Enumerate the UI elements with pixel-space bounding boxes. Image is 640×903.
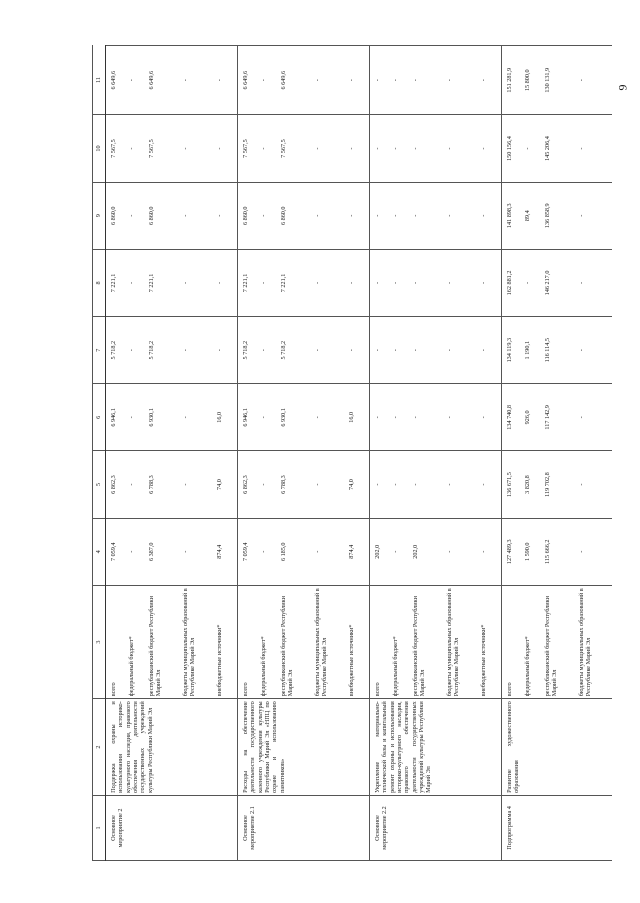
funding-source: федеральный бюджет* [128, 585, 148, 698]
table-row [502, 46, 524, 861]
value-cell: - [128, 249, 148, 316]
funding-source: бюджеты муниципальных образований в Республике Марий Эл [578, 585, 612, 698]
value-cell: 7 221,1 [280, 249, 314, 316]
value-cell: - [314, 518, 348, 585]
value-cell: - [578, 317, 612, 384]
value-cell: 5 718,2 [280, 317, 314, 384]
value-cell: 202,0 [370, 518, 392, 585]
value-cell: - [260, 317, 280, 384]
value-cell: - [128, 451, 148, 518]
value-cell: - [260, 451, 280, 518]
value-cell: 130 131,9 [544, 46, 578, 115]
value-cell: - [216, 317, 238, 384]
value-cell: 136 671,5 [502, 451, 524, 518]
funding-source: бюджеты муниципальных образований в Республике Марий Эл [446, 585, 480, 698]
header-cell: 2 [93, 699, 106, 796]
header-cell: 9 [93, 182, 106, 249]
value-cell: - [578, 249, 612, 316]
value-cell: - [392, 249, 412, 316]
value-cell: - [370, 384, 392, 451]
value-cell: - [314, 384, 348, 451]
value-cell: 7 059,4 [238, 518, 260, 585]
value-cell: - [412, 384, 446, 451]
program-name: Расходы на обеспечение деятельности государственного казенного учреждения культуры Республики Марий Эл «НПЦ по охране и использованию памятников» [238, 699, 370, 796]
program-name: Укрепление материально-технической базы и капитальный ремонт охраны и использования историко-культурного наследия, правового обеспечения деятельности государственных учреждений культуры Республики Марий Эл [370, 699, 502, 796]
funding-source: бюджеты муниципальных образований в Республике Марий Эл [314, 585, 348, 698]
value-cell: 136 858,9 [544, 182, 578, 249]
value-cell: 74,0 [348, 451, 370, 518]
value-cell: - [578, 182, 612, 249]
header-cell: 8 [93, 249, 106, 316]
value-cell: 6 649,6 [106, 46, 128, 115]
funding-source: федеральный бюджет* [392, 585, 412, 698]
page-number: 9 [615, 84, 630, 91]
value-cell: - [412, 317, 446, 384]
value-cell: - [412, 182, 446, 249]
value-cell: - [370, 46, 392, 115]
funding-source: внебюджетные источники* [348, 585, 370, 698]
value-cell: - [182, 115, 216, 182]
value-cell: - [348, 317, 370, 384]
header-cell: 7 [93, 317, 106, 384]
value-cell: - [412, 451, 446, 518]
value-cell: - [412, 249, 446, 316]
value-cell: - [314, 317, 348, 384]
program-code: Основное мероприятие 2 [106, 795, 238, 860]
program-code: Основное мероприятие 2.1 [238, 795, 370, 860]
value-cell: - [348, 249, 370, 316]
value-cell: 89,4 [524, 182, 544, 249]
value-cell: 6 860,0 [148, 182, 182, 249]
value-cell: 1 190,1 [524, 317, 544, 384]
value-cell: - [182, 46, 216, 115]
funding-source: внебюджетные источники* [480, 585, 502, 698]
value-cell: - [446, 384, 480, 451]
value-cell: - [370, 451, 392, 518]
value-cell: - [578, 451, 612, 518]
value-cell: 6 862,3 [106, 451, 128, 518]
header-cell: 10 [93, 115, 106, 182]
value-cell: - [524, 115, 544, 182]
funding-source: всего [370, 585, 392, 698]
value-cell: - [446, 518, 480, 585]
value-cell: - [314, 46, 348, 115]
header-cell: 6 [93, 384, 106, 451]
header-cell: 3 [93, 585, 106, 698]
value-cell: 1 590,0 [524, 518, 544, 585]
value-cell: 117 142,9 [544, 384, 578, 451]
value-cell: - [182, 518, 216, 585]
program-name: Поддержка охраны и использования историко-культурного наследия, правового обеспечения деятельности государственных учреждений культуры Республики Марий Эл [106, 699, 238, 796]
value-cell: 134 740,8 [502, 384, 524, 451]
value-cell: - [260, 182, 280, 249]
value-cell: 6 387,0 [148, 518, 182, 585]
value-cell: - [392, 317, 412, 384]
funding-source: республиканский бюджет Республики Марий Эл [280, 585, 314, 698]
value-cell: 6 649,6 [148, 46, 182, 115]
value-cell: 5 718,2 [238, 317, 260, 384]
value-cell: - [392, 384, 412, 451]
value-cell: - [370, 317, 392, 384]
value-cell: 119 702,8 [544, 451, 578, 518]
value-cell: 3 820,8 [524, 451, 544, 518]
value-cell: - [260, 518, 280, 585]
value-cell: 6 946,1 [106, 384, 128, 451]
value-cell: - [348, 46, 370, 115]
value-cell: - [480, 182, 502, 249]
value-cell: - [370, 115, 392, 182]
value-cell: 6 946,1 [238, 384, 260, 451]
value-cell: 202,0 [412, 518, 446, 585]
value-cell: - [314, 249, 348, 316]
value-cell: - [128, 384, 148, 451]
value-cell: 7 567,5 [280, 115, 314, 182]
value-cell: - [480, 518, 502, 585]
value-cell: 141 898,3 [502, 182, 524, 249]
value-cell: - [446, 317, 480, 384]
funding-source: внебюджетные источники* [216, 585, 238, 698]
value-cell: 6 788,3 [148, 451, 182, 518]
value-cell: - [216, 115, 238, 182]
value-cell: 145 206,4 [544, 115, 578, 182]
value-cell: 74,0 [216, 451, 238, 518]
funding-source: республиканский бюджет Республики Марий Эл [544, 585, 578, 698]
funding-source: всего [502, 585, 524, 698]
value-cell: 6 860,0 [280, 182, 314, 249]
table-row [238, 46, 260, 861]
value-cell: 6 649,6 [238, 46, 260, 115]
value-cell: - [370, 249, 392, 316]
value-cell: - [578, 518, 612, 585]
value-cell: 134 119,3 [502, 317, 524, 384]
value-cell: - [314, 182, 348, 249]
value-cell: - [128, 182, 148, 249]
value-cell: - [524, 249, 544, 316]
value-cell: - [216, 46, 238, 115]
value-cell: - [182, 451, 216, 518]
table-body [106, 46, 612, 861]
value-cell: - [182, 182, 216, 249]
value-cell: 7 567,5 [148, 115, 182, 182]
value-cell: 6 930,1 [280, 384, 314, 451]
value-cell: - [578, 115, 612, 182]
value-cell: - [348, 115, 370, 182]
value-cell: 16,0 [216, 384, 238, 451]
value-cell: 16,0 [348, 384, 370, 451]
value-cell: 6 185,0 [280, 518, 314, 585]
funding-source: всего [238, 585, 260, 698]
value-cell: - [128, 317, 148, 384]
value-cell: - [446, 182, 480, 249]
value-cell: - [480, 317, 502, 384]
funding-source: всего [106, 585, 128, 698]
value-cell: - [446, 115, 480, 182]
value-cell: - [182, 317, 216, 384]
value-cell: 874,4 [348, 518, 370, 585]
value-cell: - [480, 249, 502, 316]
value-cell: 151 281,9 [502, 46, 524, 115]
value-cell: 7 221,1 [148, 249, 182, 316]
value-cell: 127 489,3 [502, 518, 524, 585]
value-cell: 6 930,1 [148, 384, 182, 451]
value-cell: - [128, 518, 148, 585]
value-cell: - [446, 46, 480, 115]
value-cell: - [182, 249, 216, 316]
value-cell: - [260, 384, 280, 451]
value-cell: 7 567,5 [238, 115, 260, 182]
value-cell: 7 059,4 [106, 518, 128, 585]
value-cell: - [392, 518, 412, 585]
value-cell: 6 649,6 [280, 46, 314, 115]
value-cell: 6 860,0 [106, 182, 128, 249]
value-cell: 162 881,2 [502, 249, 524, 316]
value-cell: - [314, 115, 348, 182]
value-cell: - [412, 115, 446, 182]
value-cell: 146 217,0 [544, 249, 578, 316]
value-cell: - [480, 46, 502, 115]
value-cell: - [314, 451, 348, 518]
funding-source: федеральный бюджет* [524, 585, 544, 698]
value-cell: 150 156,4 [502, 115, 524, 182]
value-cell: 926,0 [524, 384, 544, 451]
header-cell: 1 [93, 795, 106, 860]
value-cell: - [480, 115, 502, 182]
program-code: Основное мероприятие 2.2 [370, 795, 502, 860]
funding-source: федеральный бюджет* [260, 585, 280, 698]
value-cell: - [480, 384, 502, 451]
value-cell: - [260, 249, 280, 316]
value-cell: - [392, 115, 412, 182]
value-cell: 115 666,2 [544, 518, 578, 585]
value-cell: 7 221,1 [106, 249, 128, 316]
value-cell: - [128, 46, 148, 115]
program-code: Подпрограмма 4 [502, 795, 612, 860]
value-cell: - [128, 115, 148, 182]
value-cell: 6 788,3 [280, 451, 314, 518]
value-cell: - [260, 46, 280, 115]
value-cell: - [578, 46, 612, 115]
budget-table [92, 45, 612, 861]
value-cell: 7 221,1 [238, 249, 260, 316]
value-cell: - [260, 115, 280, 182]
value-cell: - [392, 182, 412, 249]
value-cell: - [370, 182, 392, 249]
value-cell: 6 862,3 [238, 451, 260, 518]
value-cell: 874,4 [216, 518, 238, 585]
value-cell: 5 718,2 [106, 317, 128, 384]
value-cell: - [446, 249, 480, 316]
value-cell: 5 718,2 [148, 317, 182, 384]
value-cell: 15 800,0 [524, 46, 544, 115]
value-cell: - [578, 384, 612, 451]
header-row [93, 46, 106, 861]
value-cell: - [412, 46, 446, 115]
funding-source: республиканский бюджет Республики Марий Эл [148, 585, 182, 698]
funding-source: республиканский бюджет Республики Марий Эл [412, 585, 446, 698]
value-cell: - [348, 182, 370, 249]
program-name: Развитие художественного образования [502, 699, 612, 796]
value-cell: 116 114,5 [544, 317, 578, 384]
header-cell: 4 [93, 518, 106, 585]
value-cell: - [392, 46, 412, 115]
funding-source: бюджеты муниципальных образований в Республике Марий Эл [182, 585, 216, 698]
value-cell: - [216, 249, 238, 316]
header-cell: 11 [93, 46, 106, 115]
value-cell: - [182, 384, 216, 451]
table-row [106, 46, 128, 861]
value-cell: 7 567,5 [106, 115, 128, 182]
value-cell: 6 860,0 [238, 182, 260, 249]
value-cell: - [216, 182, 238, 249]
header-cell: 5 [93, 451, 106, 518]
table-row [370, 46, 392, 861]
value-cell: - [392, 451, 412, 518]
value-cell: - [480, 451, 502, 518]
value-cell: - [446, 451, 480, 518]
